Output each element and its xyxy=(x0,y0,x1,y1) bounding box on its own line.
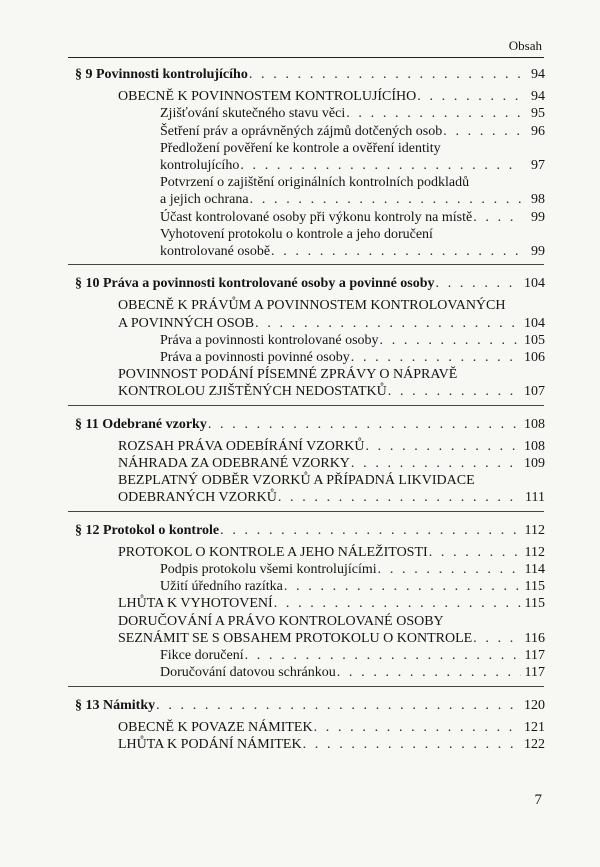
entry-title: OBECNĚ K POVINNOSTEM KONTROLUJÍCÍHO xyxy=(118,89,417,105)
dot-leader xyxy=(220,522,521,539)
entry-title-line: Potvrzení o zajištění originálních kontrolních podkladů xyxy=(160,175,470,191)
toc-chapter-entry xyxy=(118,88,545,105)
dot-leader xyxy=(208,416,521,433)
entry-page-number: 105 xyxy=(524,332,545,348)
dot-leader xyxy=(388,383,521,400)
entry-title: Fikce doručení xyxy=(160,648,244,664)
dot-leader xyxy=(443,123,521,140)
entry-title: Šetření práv a oprávněných zájmů dotčených osob xyxy=(160,123,443,139)
toc-chapter-entry xyxy=(118,438,545,455)
toc-section xyxy=(0,406,600,507)
entry-title-line: BEZPLATNÝ ODBĚR VZORKŮ A PŘÍPADNÁ LIKVIDACE xyxy=(118,473,475,489)
entry-title: SEZNÁMIT SE S OBSAHEM PROTOKOLU O KONTROLE xyxy=(118,630,473,646)
entry-title: a jejich ochrana xyxy=(160,192,249,208)
dot-leader xyxy=(274,595,521,612)
dot-leader xyxy=(473,630,521,647)
entry-page-number: 94 xyxy=(531,67,545,82)
entry-page-number: 99 xyxy=(531,244,545,260)
entry-title: LHŮTA K PODÁNÍ NÁMITEK xyxy=(118,736,302,752)
dot-leader xyxy=(278,489,521,506)
entry-title: kontrolované osobě xyxy=(160,244,271,260)
entry-page-number: 111 xyxy=(525,490,545,506)
entry-title: § 11 Odebrané vzorky xyxy=(75,416,207,432)
entry-page-number: 96 xyxy=(531,123,545,139)
entry-title: Zjišťování skutečného stavu věci xyxy=(160,106,346,122)
dot-leader xyxy=(156,697,521,714)
entry-title: Práva a povinnosti kontrolované osoby xyxy=(160,332,379,348)
entry-page-number: 120 xyxy=(524,697,545,713)
entry-page-number: 97 xyxy=(531,158,545,174)
toc-subentry xyxy=(160,226,545,260)
entry-title: ODEBRANÝCH VZORKŮ xyxy=(118,490,277,506)
entry-title-line: Vyhotovení protokolu o kontrole a jeho doručení xyxy=(160,226,433,242)
toc-section xyxy=(0,512,600,682)
toc-subentry xyxy=(160,664,545,681)
toc-chapter-entry xyxy=(118,595,545,612)
toc-chapter-entry xyxy=(118,366,545,400)
entry-page-number: 104 xyxy=(524,276,545,292)
toc-subentry xyxy=(160,332,545,349)
entry-title: NÁHRADA ZA ODEBRANÉ VZORKY xyxy=(118,456,350,472)
dot-leader xyxy=(436,275,521,292)
entry-title: LHŮTA K VYHOTOVENÍ xyxy=(118,596,273,612)
entry-title: § 12 Protokol o kontrole xyxy=(75,522,220,538)
entry-title-line: Předložení pověření ke kontrole a ověření identity xyxy=(160,140,441,156)
toc-section-heading xyxy=(75,66,545,83)
toc-subentry xyxy=(160,209,545,226)
toc-subentry xyxy=(160,647,545,664)
entry-page-number: 117 xyxy=(524,648,545,664)
dot-leader xyxy=(245,647,521,664)
table-of-contents xyxy=(0,66,600,753)
toc-section xyxy=(0,687,600,754)
entry-page-number: 98 xyxy=(531,192,545,208)
toc-subentry xyxy=(160,123,545,140)
entry-title: ROZSAH PRÁVA ODEBÍRÁNÍ VZORKŮ xyxy=(118,438,365,454)
entry-page-number: 106 xyxy=(524,350,545,366)
entry-page-number: 116 xyxy=(524,630,545,646)
dot-leader xyxy=(473,209,521,226)
entry-page-number: 112 xyxy=(524,522,545,538)
toc-chapter-entry xyxy=(118,455,545,472)
toc-subentry xyxy=(160,578,545,595)
entry-title: KONTROLOU ZJIŠTĚNÝCH NEDOSTATKŮ xyxy=(118,384,387,400)
entry-title: kontrolujícího xyxy=(160,158,240,174)
dot-leader xyxy=(365,438,521,455)
entry-title-line: POVINNOST PODÁNÍ PÍSEMNÉ ZPRÁVY O NÁPRAVĚ xyxy=(118,367,458,383)
dot-leader xyxy=(378,561,521,578)
toc-chapter-entry xyxy=(118,472,545,506)
dot-leader xyxy=(429,544,521,561)
entry-page-number: 117 xyxy=(524,665,545,681)
entry-title: PROTOKOL O KONTROLE A JEHO NÁLEŽITOSTI xyxy=(118,544,428,560)
toc-section-heading xyxy=(75,275,545,292)
entry-title: Podpis protokolu všemi kontrolujícími xyxy=(160,562,377,578)
toc-chapter-entry xyxy=(118,297,545,331)
toc-subentry xyxy=(160,174,545,208)
dot-leader xyxy=(380,332,521,349)
toc-section xyxy=(0,66,600,260)
toc-section-heading xyxy=(75,522,545,539)
toc-subentry xyxy=(160,349,545,366)
dot-leader xyxy=(346,105,521,122)
dot-leader xyxy=(250,191,521,208)
entry-page-number: 121 xyxy=(524,719,545,735)
dot-leader xyxy=(351,455,521,472)
entry-page-number: 95 xyxy=(531,106,545,122)
toc-subentry xyxy=(160,105,545,122)
running-head: Obsah xyxy=(508,38,542,53)
dot-leader xyxy=(314,719,521,736)
entry-title: § 10 Práva a povinnosti kontrolované osoby a povinné osoby xyxy=(75,276,435,292)
toc-subentry xyxy=(160,140,545,174)
toc-section-heading xyxy=(75,697,545,714)
toc-chapter-entry xyxy=(118,736,545,753)
toc-chapter-entry xyxy=(118,613,545,647)
toc-chapter-entry xyxy=(118,544,545,561)
entry-title: OBECNĚ K POVAZE NÁMITEK xyxy=(118,719,313,735)
dot-leader xyxy=(417,88,521,105)
entry-page-number: 108 xyxy=(524,438,545,454)
entry-title-line: OBECNĚ K PRÁVŮM A POVINNOSTEM KONTROLOVANÝCH xyxy=(118,298,506,314)
toc-section-heading xyxy=(75,416,545,433)
toc-chapter-entry xyxy=(118,719,545,736)
dot-leader xyxy=(255,315,521,332)
entry-title: A POVINNÝCH OSOB xyxy=(118,315,255,331)
header-rule xyxy=(68,57,544,58)
entry-page-number: 107 xyxy=(524,384,545,400)
dot-leader xyxy=(337,664,521,681)
dot-leader xyxy=(284,578,521,595)
entry-title: Účast kontrolované osoby při výkonu kontroly na místě xyxy=(160,209,473,225)
dot-leader xyxy=(351,349,521,366)
entry-page-number: 122 xyxy=(524,736,545,752)
entry-title: Práva a povinnosti povinné osoby xyxy=(160,350,350,366)
entry-page-number: 94 xyxy=(531,89,545,105)
toc-section xyxy=(0,265,600,400)
toc-subentry xyxy=(160,561,545,578)
entry-page-number: 109 xyxy=(524,456,545,472)
entry-page-number: 115 xyxy=(524,596,545,612)
entry-title: § 9 Povinnosti kontrolujícího xyxy=(75,67,248,82)
dot-leader xyxy=(240,157,521,174)
entry-page-number: 104 xyxy=(524,315,545,331)
entry-title: Doručování datovou schránkou xyxy=(160,665,336,681)
entry-page-number: 108 xyxy=(524,416,545,432)
entry-title: Užití úředního razítka xyxy=(160,579,283,595)
entry-page-number: 115 xyxy=(524,579,545,595)
dot-leader xyxy=(249,66,521,83)
entry-page-number: 114 xyxy=(524,562,545,578)
entry-title-line: DORUČOVÁNÍ A PRÁVO KONTROLOVANÉ OSOBY xyxy=(118,613,444,629)
dot-leader xyxy=(303,736,521,753)
entry-page-number: 112 xyxy=(524,544,545,560)
dot-leader xyxy=(271,243,521,260)
entry-page-number: 99 xyxy=(531,209,545,225)
page-number: 7 xyxy=(534,792,542,808)
entry-title: § 13 Námitky xyxy=(75,697,156,713)
